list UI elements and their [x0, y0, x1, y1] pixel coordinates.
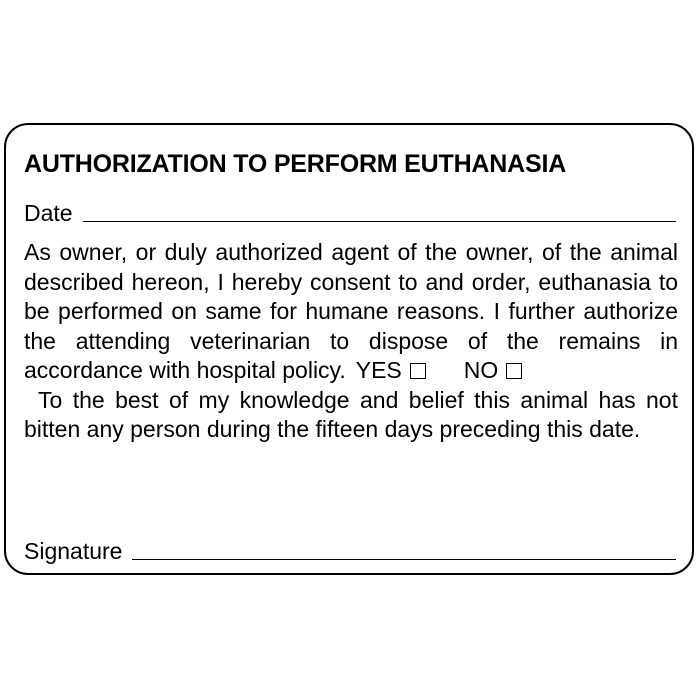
consent-body: [24, 238, 678, 445]
signature-field[interactable]: [132, 559, 676, 560]
euthanasia-authorization-label: [4, 123, 694, 575]
date-label: Date: [24, 200, 73, 226]
date-field[interactable]: [83, 221, 676, 222]
no-label: NO: [463, 357, 499, 383]
no-checkbox[interactable]: [506, 363, 522, 379]
yes-label: YES: [355, 357, 402, 383]
consent-text: As owner, or duly authorized agent of the owner, of the animal described hereon, I hereby consent to and order, euthanasia to be performed on same for humane reasons. I further authorize the attending veterinarian to dispose of the remains in accordance with hospital policy.: [24, 239, 678, 383]
yes-checkbox[interactable]: [410, 363, 426, 379]
date-field-row: [24, 199, 676, 227]
consent-paragraph: [24, 238, 678, 386]
form-title: AUTHORIZATION TO PERFORM EUTHANASIA: [24, 150, 567, 178]
signature-field-row: [24, 537, 676, 565]
bite-statement: To the best of my knowledge and belief this animal has not bitten any person during the fifteen days preceding this date.: [24, 386, 678, 442]
signature-label: Signature: [24, 538, 123, 564]
